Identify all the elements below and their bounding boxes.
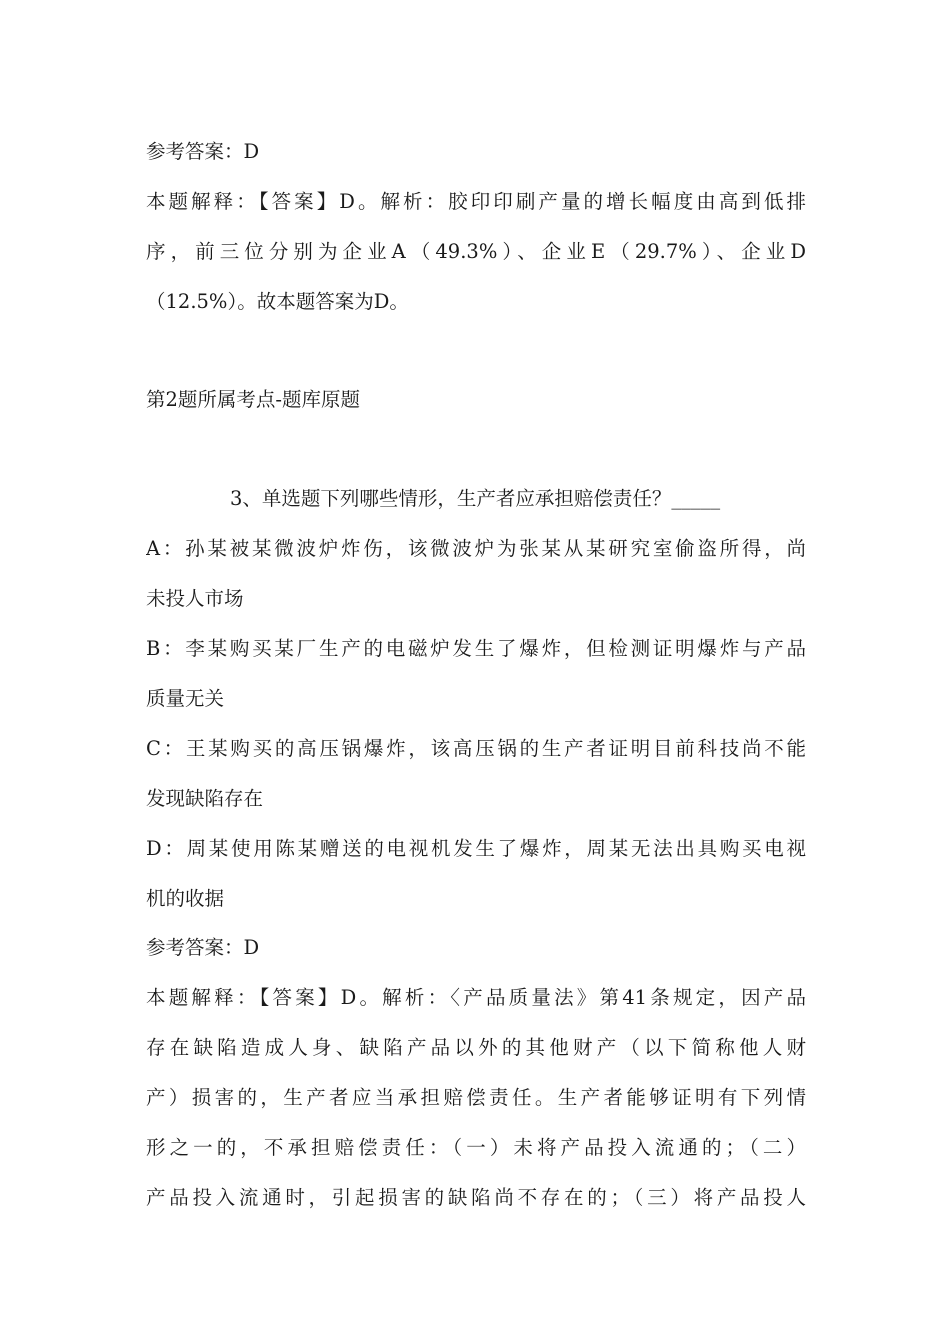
- q3-option-c-line-2: 发现缺陷存在: [146, 787, 264, 810]
- q3-answer-line: 参考答案：D: [146, 936, 260, 959]
- q3-option-a-line-2: 未投人市场: [146, 587, 244, 610]
- q3-option-b-line-2: 质量无关: [146, 687, 225, 710]
- q3-option-d-line-1: D：周某使用陈某赠送的电视机发生了爆炸，周某无法出具购买电视: [146, 837, 806, 860]
- q3-option-c-line-1: C：王某购买的高压锅爆炸，该高压锅的生产者证明目前科技尚不能: [146, 737, 806, 760]
- q3-explanation-line-3: 产）损害的，生产者应当承担赔偿责任。生产者能够证明有下列情: [146, 1086, 806, 1109]
- q2-topic-line: 第2题所属考点-题库原题: [146, 388, 360, 411]
- q3-explanation-line-5: 产品投入流通时，引起损害的缺陷尚不存在的；（三）将产品投人: [146, 1186, 806, 1209]
- q3-explanation-line-1: 本题解释：【答案】D。解析：〈产品质量法》第41条规定，因产品: [146, 986, 806, 1009]
- q2-explanation-line-2: 序，前三位分别为企业A（49.3%）、企业E（29.7%）、企业D: [146, 240, 806, 263]
- q3-explanation-line-4: 形之一的，不承担赔偿责任：（一）未将产品投入流通的；（二）: [146, 1136, 806, 1159]
- q3-option-a-line-1: A：孙某被某微波炉炸伤，该微波炉为张某从某研究室偷盗所得，尚: [146, 537, 806, 560]
- q3-option-b-line-1: B：李某购买某厂生产的电磁炉发生了爆炸，但检测证明爆炸与产品: [146, 637, 806, 660]
- q3-explanation-line-2: 存在缺陷造成人身、缺陷产品以外的其他财产（以下简称他人财: [146, 1036, 806, 1059]
- q3-option-d-line-2: 机的收据: [146, 887, 225, 910]
- q3-question-stem: 3、单选题下列哪些情形，生产者应承担赔偿责任？_____: [230, 487, 721, 510]
- q2-explanation-line-3: （12.5%）。故本题答案为D。: [146, 290, 409, 313]
- q2-answer-line: 参考答案：D: [146, 140, 260, 163]
- q2-explanation-line-1: 本题解释：【答案】D。解析：胶印印刷产量的增长幅度由高到低排: [146, 190, 806, 213]
